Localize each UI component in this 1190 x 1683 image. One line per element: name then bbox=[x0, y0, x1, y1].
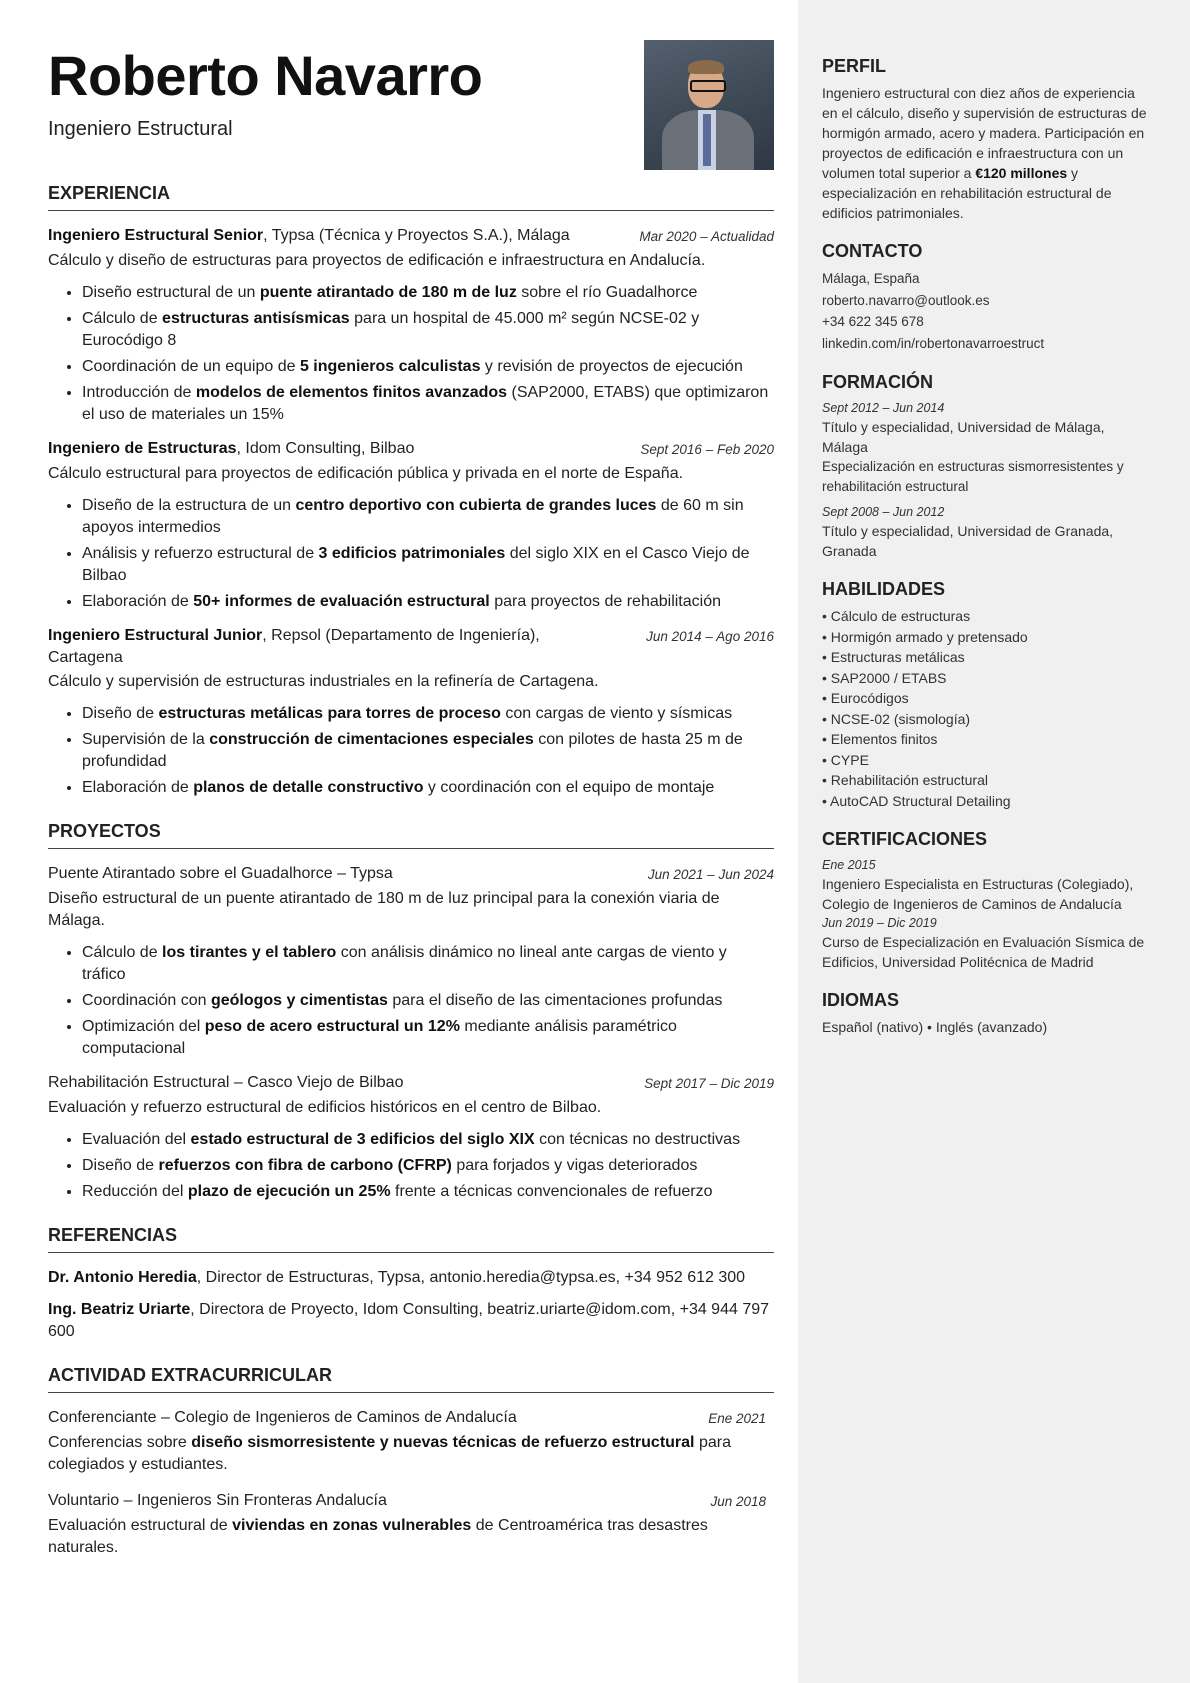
job-position: Ingeniero Estructural Junior bbox=[48, 627, 263, 644]
text-segment: para proyectos de rehabilitación bbox=[489, 593, 721, 610]
job-description: Cálculo y supervisión de estructuras industriales en la refinería de Cartagena. bbox=[48, 673, 599, 690]
bullet-item bbox=[82, 777, 774, 799]
text-segment: Cálculo de bbox=[82, 310, 163, 327]
bold-text: geólogos y cimentistas bbox=[210, 992, 388, 1009]
activity-date: Jun 2018 bbox=[710, 1494, 766, 1509]
project-bullets bbox=[48, 1129, 774, 1203]
text-segment: mediante análisis paramétrico computacional bbox=[82, 1018, 677, 1057]
entry-header bbox=[48, 625, 774, 669]
project-description: Evaluación y refuerzo estructural de edificios históricos en el centro de Bilbao. bbox=[48, 1099, 602, 1116]
text-segment: Introducción de bbox=[82, 384, 196, 401]
bold-text: estructuras metálicas para torres de proceso bbox=[158, 705, 501, 722]
section-title-education: FORMACIÓN bbox=[822, 372, 933, 392]
activity-description bbox=[48, 1432, 774, 1476]
extracurricular-list bbox=[48, 1407, 774, 1559]
skills-list bbox=[822, 606, 1152, 811]
certification-date: Ene 2015 bbox=[822, 858, 876, 872]
section-title-references: REFERENCIAS bbox=[48, 1225, 774, 1253]
job-date: Mar 2020 – Actualidad bbox=[639, 229, 774, 244]
bold-text: 5 ingenieros calculistas bbox=[299, 358, 481, 375]
bullet-item bbox=[82, 1016, 774, 1060]
text-segment: Elaboración de bbox=[82, 593, 194, 610]
text-segment: Evaluación estructural de bbox=[48, 1517, 233, 1534]
profile-section bbox=[822, 56, 1152, 223]
text-segment: Análisis y refuerzo estructural de bbox=[82, 545, 319, 562]
bullet-item bbox=[82, 543, 774, 587]
reference-details: , Directora de Proyecto, Idom Consulting, beatriz.uriarte@idom.com, +34 944 797 600 bbox=[48, 1301, 770, 1340]
text-segment: Optimización del bbox=[82, 1018, 205, 1035]
activity-name: Voluntario – Ingenieros Sin Fronteras Andalucía bbox=[48, 1492, 387, 1509]
section-title-projects: PROYECTOS bbox=[48, 821, 774, 849]
experience-list bbox=[48, 225, 774, 799]
job-position: Ingeniero Estructural Senior bbox=[48, 227, 264, 244]
text-segment: con análisis dinámico no lineal ante cargas de viento y tráfico bbox=[82, 944, 727, 983]
reference-details: , Director de Estructuras, Typsa, antonio.heredia@typsa.es, +34 952 612 300 bbox=[196, 1269, 746, 1286]
bold-text: refuerzos con fibra de carbono (CFRP) bbox=[158, 1157, 452, 1174]
skill-item: • Cálculo de estructuras bbox=[822, 606, 1152, 627]
text-segment: de Centroamérica tras desastres naturales. bbox=[48, 1517, 708, 1556]
contact-email[interactable]: roberto.navarro@outlook.es bbox=[822, 292, 990, 308]
reference-item bbox=[48, 1299, 774, 1343]
job-bullets bbox=[48, 703, 774, 799]
bullet-item bbox=[82, 495, 774, 539]
bullet-item bbox=[82, 990, 774, 1012]
certification-text: Curso de Especialización en Evaluación Sísmica de Edificios, Universidad Politécnica de Madrid bbox=[822, 934, 1145, 970]
bold-text: planos de detalle constructivo bbox=[193, 779, 424, 796]
languages-text: Español (nativo) • Inglés (avanzado) bbox=[822, 1019, 1048, 1035]
education-degree: Título y especialidad, Universidad de Málaga, Málaga bbox=[822, 419, 1105, 455]
skill-item: • Estructuras metálicas bbox=[822, 647, 1152, 668]
text-segment: Evaluación del bbox=[82, 1131, 191, 1148]
experience-entry bbox=[48, 438, 774, 613]
bold-text: estado estructural de 3 edificios del siglo XIX bbox=[190, 1131, 535, 1148]
text-segment: (SAP2000, ETABS) que optimizaron el uso de materiales un 15% bbox=[82, 384, 769, 423]
section-title-experience: EXPERIENCIA bbox=[48, 183, 774, 211]
bold-text: viviendas en zonas vulnerables bbox=[232, 1517, 472, 1534]
section-title-skills: HABILIDADES bbox=[822, 579, 946, 599]
entry-header bbox=[48, 1407, 774, 1430]
entry-header bbox=[48, 438, 774, 461]
text-segment: Supervisión de la bbox=[82, 731, 210, 748]
profile-text bbox=[822, 83, 1152, 223]
extracurricular-entry bbox=[48, 1490, 774, 1559]
education-section bbox=[822, 372, 1152, 561]
bullet-item bbox=[82, 729, 774, 773]
education-date: Sept 2012 – Jun 2014 bbox=[822, 401, 945, 415]
skill-item: • Elementos finitos bbox=[822, 729, 1152, 750]
entry-title bbox=[48, 438, 414, 460]
bullet-item bbox=[82, 942, 774, 986]
bullet-item bbox=[82, 591, 774, 613]
reference-name: Dr. Antonio Heredia bbox=[48, 1269, 197, 1286]
text-segment: Diseño de bbox=[82, 1157, 159, 1174]
skill-item: • Rehabilitación estructural bbox=[822, 770, 1152, 791]
bullet-item bbox=[82, 308, 774, 352]
job-company: , Repsol (Departamento de Ingeniería), Cartagena bbox=[48, 627, 540, 666]
bold-text: diseño sismorresistente y nuevas técnicas de refuerzo estructural bbox=[191, 1434, 695, 1451]
text-segment: Coordinación de un equipo de bbox=[82, 358, 300, 375]
skill-item: • CYPE bbox=[822, 750, 1152, 771]
job-description: Cálculo estructural para proyectos de edificación pública y privada en el norte de España. bbox=[48, 465, 684, 482]
bold-text: plazo de ejecución un 25% bbox=[187, 1183, 391, 1200]
bold-text: modelos de elementos finitos avanzados bbox=[195, 384, 508, 401]
sidebar bbox=[822, 56, 1152, 1055]
skill-item: • Hormigón armado y pretensado bbox=[822, 627, 1152, 648]
project-name: Puente Atirantado sobre el Guadalhorce – Typsa bbox=[48, 865, 393, 882]
section-title-contact: CONTACTO bbox=[822, 241, 923, 261]
text-segment: Reducción del bbox=[82, 1183, 188, 1200]
project-bullets bbox=[48, 942, 774, 1060]
section-title-languages: IDIOMAS bbox=[822, 990, 900, 1010]
section-title-profile: PERFIL bbox=[822, 56, 887, 76]
job-company: , Typsa (Técnica y Proyectos S.A.), Málaga bbox=[263, 227, 570, 244]
entry-header bbox=[48, 225, 774, 248]
text-segment: Conferencias sobre bbox=[48, 1434, 192, 1451]
reference-item bbox=[48, 1267, 774, 1289]
text-segment: para el diseño de las cimentaciones profundas bbox=[387, 992, 723, 1009]
project-description: Diseño estructural de un puente atirantado de 180 m de luz principal para la conexión viaria de Málaga. bbox=[48, 890, 720, 929]
bold-text: construcción de cimentaciones especiales bbox=[209, 731, 534, 748]
text-segment: del siglo XIX en el Casco Viejo de Bilbao bbox=[82, 545, 750, 584]
text-segment: con técnicas no destructivas bbox=[534, 1131, 741, 1148]
references-section bbox=[48, 1225, 774, 1343]
skill-item: • NCSE-02 (sismología) bbox=[822, 709, 1152, 730]
text-segment: sobre el río Guadalhorce bbox=[516, 284, 698, 301]
main-column bbox=[48, 40, 774, 1573]
bullet-item bbox=[82, 1155, 774, 1177]
reference-name: Ing. Beatriz Uriarte bbox=[48, 1301, 191, 1318]
bold-text: centro deportivo con cubierta de grandes luces bbox=[295, 497, 657, 514]
candidate-name: Roberto Navarro bbox=[48, 44, 483, 107]
bold-text: los tirantes y el tablero bbox=[162, 944, 337, 961]
bold-text: estructuras antisísmicas bbox=[162, 310, 350, 327]
job-description: Cálculo y diseño de estructuras para proyectos de edificación e infraestructura en Andalucía. bbox=[48, 252, 706, 269]
text-segment: con cargas de viento y sísmicas bbox=[500, 705, 733, 722]
text-segment: Elaboración de bbox=[82, 779, 194, 796]
references-list bbox=[48, 1267, 774, 1343]
bullet-item bbox=[82, 282, 774, 304]
project-name: Rehabilitación Estructural – Casco Viejo de Bilbao bbox=[48, 1074, 404, 1091]
certifications-list bbox=[822, 856, 1152, 972]
job-position: Ingeniero de Estructuras bbox=[48, 440, 237, 457]
text-segment: y coordinación con el equipo de montaje bbox=[423, 779, 715, 796]
experience-entry bbox=[48, 625, 774, 799]
activity-description bbox=[48, 1515, 774, 1559]
job-bullets bbox=[48, 495, 774, 613]
project-date: Sept 2017 – Dic 2019 bbox=[644, 1076, 774, 1091]
entry-title bbox=[48, 225, 570, 247]
extracurricular-entry bbox=[48, 1407, 774, 1476]
skill-item: • SAP2000 / ETABS bbox=[822, 668, 1152, 689]
entry-header bbox=[48, 1490, 774, 1513]
experience-section bbox=[48, 183, 774, 799]
contact-section bbox=[822, 241, 1152, 354]
text-segment: Ingeniero estructural con diez años de experiencia en el cálculo, diseño y supervisión de estructuras de hormigón armado, acero y madera. Participación en proyectos de edificación e infraestructura con un volumen total superior a bbox=[822, 85, 1147, 181]
job-date: Jun 2014 – Ago 2016 bbox=[646, 629, 774, 644]
text-segment: Diseño estructural de un bbox=[82, 284, 260, 301]
bold-text: 50+ informes de evaluación estructural bbox=[193, 593, 490, 610]
bold-text: €120 millones bbox=[975, 165, 1068, 181]
text-segment: Coordinación con bbox=[82, 992, 211, 1009]
bullet-item bbox=[82, 1129, 774, 1151]
experience-entry bbox=[48, 225, 774, 426]
skill-item: • Eurocódigos bbox=[822, 688, 1152, 709]
text-segment: y revisión de proyectos de ejecución bbox=[480, 358, 743, 375]
languages-section bbox=[822, 990, 1152, 1037]
contact-phone: +34 622 345 678 bbox=[822, 314, 924, 329]
text-segment: Diseño de bbox=[82, 705, 159, 722]
text-segment: de 60 m sin apoyos intermedios bbox=[82, 497, 744, 536]
text-segment: Cálculo de bbox=[82, 944, 163, 961]
bullet-item bbox=[82, 356, 774, 378]
bold-text: puente atirantado de 180 m de luz bbox=[259, 284, 517, 301]
project-date: Jun 2021 – Jun 2024 bbox=[647, 867, 774, 882]
activity-date: Ene 2021 bbox=[708, 1411, 766, 1426]
text-segment: y especialización en rehabilitación estructural de edificios patrimoniales. bbox=[822, 165, 1112, 221]
certification-text: Ingeniero Especialista en Estructuras (Colegiado), Colegio de Ingenieros de Caminos de Andalucía bbox=[822, 876, 1134, 912]
job-date: Sept 2016 – Feb 2020 bbox=[640, 442, 774, 457]
projects-section bbox=[48, 821, 774, 1203]
education-item bbox=[822, 503, 1152, 561]
text-segment: frente a técnicas convencionales de refuerzo bbox=[390, 1183, 713, 1200]
bullet-item bbox=[82, 1181, 774, 1203]
education-item bbox=[822, 399, 1152, 497]
skills-section bbox=[822, 579, 1152, 811]
project-entry bbox=[48, 1072, 774, 1203]
projects-list bbox=[48, 863, 774, 1203]
project-entry bbox=[48, 863, 774, 1060]
certification-date: Jun 2019 – Dic 2019 bbox=[822, 916, 937, 930]
entry-title bbox=[48, 625, 618, 669]
text-segment: para forjados y vigas deteriorados bbox=[451, 1157, 698, 1174]
bullet-item bbox=[82, 703, 774, 725]
education-degree: Título y especialidad, Universidad de Granada, Granada bbox=[822, 523, 1114, 559]
candidate-role: Ingeniero Estructural bbox=[48, 118, 233, 140]
text-segment: Diseño de la estructura de un bbox=[82, 497, 296, 514]
entry-header bbox=[48, 1072, 774, 1095]
certification-item bbox=[822, 856, 1152, 914]
text-segment: para colegiados y estudiantes. bbox=[48, 1434, 731, 1473]
contact-linkedin[interactable]: linkedin.com/in/robertonavarroestruct bbox=[822, 335, 1045, 351]
entry-header bbox=[48, 863, 774, 886]
section-title-certifications: CERTIFICACIONES bbox=[822, 829, 988, 849]
text-segment: para un hospital de 45.000 m² según NCSE-02 y Eurocódigo 8 bbox=[82, 310, 700, 349]
activity-name: Conferenciante – Colegio de Ingenieros de Caminos de Andalucía bbox=[48, 1409, 517, 1426]
certifications-section bbox=[822, 829, 1152, 972]
text-segment: con pilotes de hasta 25 m de profundidad bbox=[82, 731, 743, 770]
certification-item bbox=[822, 914, 1152, 972]
job-bullets bbox=[48, 282, 774, 426]
contact-location: Málaga, España bbox=[822, 271, 920, 286]
education-date: Sept 2008 – Jun 2012 bbox=[822, 505, 945, 519]
skill-item: • AutoCAD Structural Detailing bbox=[822, 791, 1152, 812]
job-company: , Idom Consulting, Bilbao bbox=[236, 440, 415, 457]
education-list bbox=[822, 399, 1152, 561]
education-note: Especialización en estructuras sismorresistentes y rehabilitación estructural bbox=[822, 459, 1124, 494]
photo bbox=[644, 40, 774, 170]
bullet-item bbox=[82, 382, 774, 426]
bold-text: 3 edificios patrimoniales bbox=[318, 545, 506, 562]
extracurricular-section bbox=[48, 1365, 774, 1559]
bold-text: peso de acero estructural un 12% bbox=[204, 1018, 460, 1035]
section-title-extracurricular: ACTIVIDAD EXTRACURRICULAR bbox=[48, 1365, 774, 1393]
